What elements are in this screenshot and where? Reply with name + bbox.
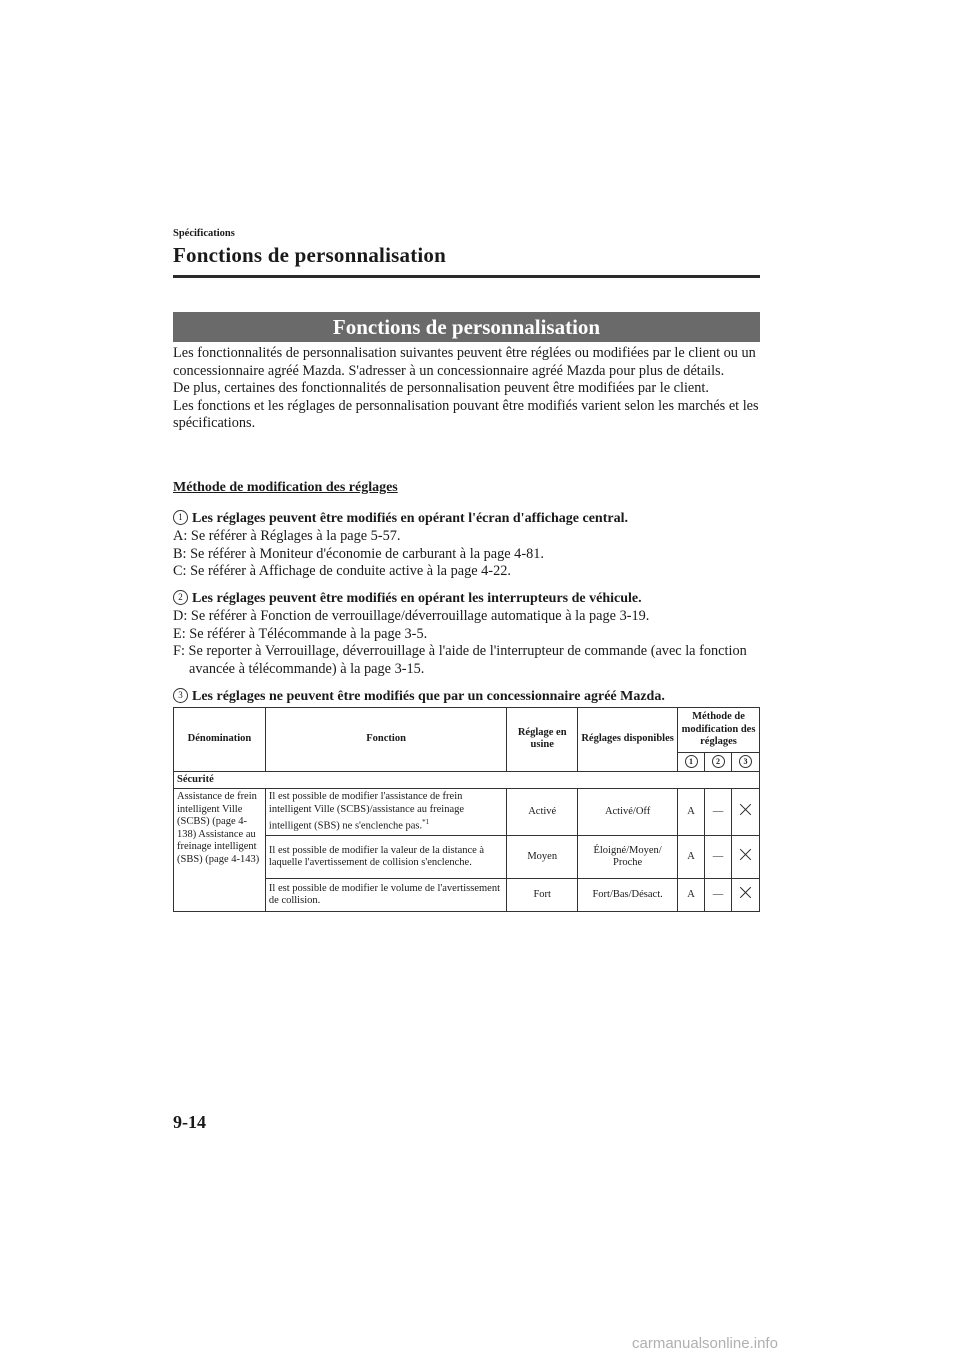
page-heading: Fonctions de personnalisation <box>173 243 447 267</box>
available-cell: Fort/Bas/Désact. <box>578 879 678 912</box>
settings-table <box>173 707 760 912</box>
circled-number-3-icon: 3 <box>173 688 188 703</box>
method-1-title: Les réglages peuvent être modifiés en opérant l'écran d'affichage central. <box>192 511 628 526</box>
intro-paragraph: Les fonctions et les réglages de personnalisation pouvant être modifiés varient selon les marchés et les spécifications. <box>173 397 759 431</box>
header-method-3 <box>731 753 759 772</box>
section-security: Sécurité <box>174 771 760 789</box>
method-3-cell <box>731 836 759 879</box>
list-item: E: Se référer à Télécommande à la page 3-5. <box>173 625 428 642</box>
method-heading: Méthode de modification des réglages <box>173 480 398 495</box>
method-3-cell <box>731 879 759 912</box>
page-number: 9-14 <box>173 1112 206 1132</box>
header-method-1 <box>678 753 705 772</box>
method-2-cell: — <box>705 879 732 912</box>
intro-text <box>173 345 760 433</box>
circled-number-3-icon: 3 <box>739 755 752 768</box>
list-item: B: Se référer à Moniteur d'économie de carburant à la page 4-81. <box>173 545 544 562</box>
method-1-items <box>173 528 760 581</box>
factory-cell: Moyen <box>507 836 578 879</box>
cross-icon <box>739 804 751 816</box>
header-function: Fonction <box>265 708 506 772</box>
intro-paragraph: Les fonctionnalités de personnalisation suivantes peuvent être réglées ou modifiées par le client ou un concessionnaire agréé Mazda. S'adresser à un concessionnaire agréé Mazda pour plus de détails. <box>173 345 756 379</box>
cross-icon <box>739 887 751 899</box>
section-label: Spécifications <box>173 228 235 239</box>
circled-number-2-icon: 2 <box>173 590 188 605</box>
header-factory-setting: Réglage en usine <box>507 708 578 772</box>
header-method: Méthode de modification des réglages <box>678 708 760 753</box>
method-2-cell: — <box>705 789 732 836</box>
list-item: D: Se référer à Fonction de verrouillage/déverrouillage automatique à la page 3-19. <box>173 608 650 624</box>
available-cell: Activé/Off <box>578 789 678 836</box>
watermark: carmanualsonline.info <box>632 1335 778 1352</box>
factory-cell: Activé <box>507 789 578 836</box>
method-2-title: Les réglages peuvent être modifiés en opérant les interrupteurs de véhicule. <box>192 591 642 606</box>
circled-number-1-icon: 1 <box>173 510 188 525</box>
header-available-settings: Réglages disponibles <box>578 708 678 772</box>
function-cell <box>265 879 506 912</box>
header-name: Dénomination <box>174 708 266 772</box>
list-item: F: Se reporter à Verrouillage, déverrouillage à l'aide de l'interrupteur de commande (avec la fonction avancée à télécommande) à la page 3-15. <box>173 643 747 677</box>
available-cell: Éloigné/Moyen/ Proche <box>578 836 678 879</box>
footnote-marker: *1 <box>422 818 430 826</box>
feature-name: Assistance de frein intelligent Ville (SCBS) (page 4-138) Assistance au freinage intelligent (SBS) (page 4-143) <box>174 789 266 912</box>
intro-paragraph: De plus, certaines des fonctionnalités de personnalisation peuvent être modifiées par le client. <box>173 380 709 396</box>
method-2-cell: — <box>705 836 732 879</box>
factory-cell: Fort <box>507 879 578 912</box>
function-text: Il est possible de modifier l'assistance de frein intelligent Ville (SCBS)/assistance au freinage intelligent (SBS) ne s'enclenche pas. <box>268 791 465 832</box>
title-banner: Fonctions de personnalisation <box>173 312 760 342</box>
method-3-title: Les réglages ne peuvent être modifiés que par un concessionnaire agréé Mazda. <box>192 689 665 704</box>
method-2-heading <box>173 590 642 607</box>
cross-icon <box>739 849 751 861</box>
circled-number-2-icon: 2 <box>712 755 725 768</box>
list-item: C: Se référer à Affichage de conduite active à la page 4-22. <box>173 563 511 579</box>
method-1-cell: A <box>678 879 705 912</box>
table-section-row <box>174 771 760 789</box>
function-text: Il est possible de modifier la valeur de la distance à laquelle l'avertissement de collision s'enclenche. <box>268 844 485 868</box>
function-text: Il est possible de modifier le volume de l'avertissement de collision. <box>268 882 500 906</box>
circled-number-1-icon: 1 <box>685 755 698 768</box>
heading-divider <box>173 275 760 278</box>
header-method-2 <box>705 753 732 772</box>
method-2-items <box>173 608 760 678</box>
table-row <box>174 789 760 836</box>
method-1-cell: A <box>678 789 705 836</box>
function-cell <box>265 836 506 879</box>
method-3-cell <box>731 789 759 836</box>
method-1-cell: A <box>678 836 705 879</box>
function-cell <box>265 789 506 836</box>
method-1-heading <box>173 510 628 527</box>
table-header-row <box>174 708 760 753</box>
method-3-heading <box>173 688 665 705</box>
list-item: A: Se référer à Réglages à la page 5-57. <box>173 528 401 544</box>
